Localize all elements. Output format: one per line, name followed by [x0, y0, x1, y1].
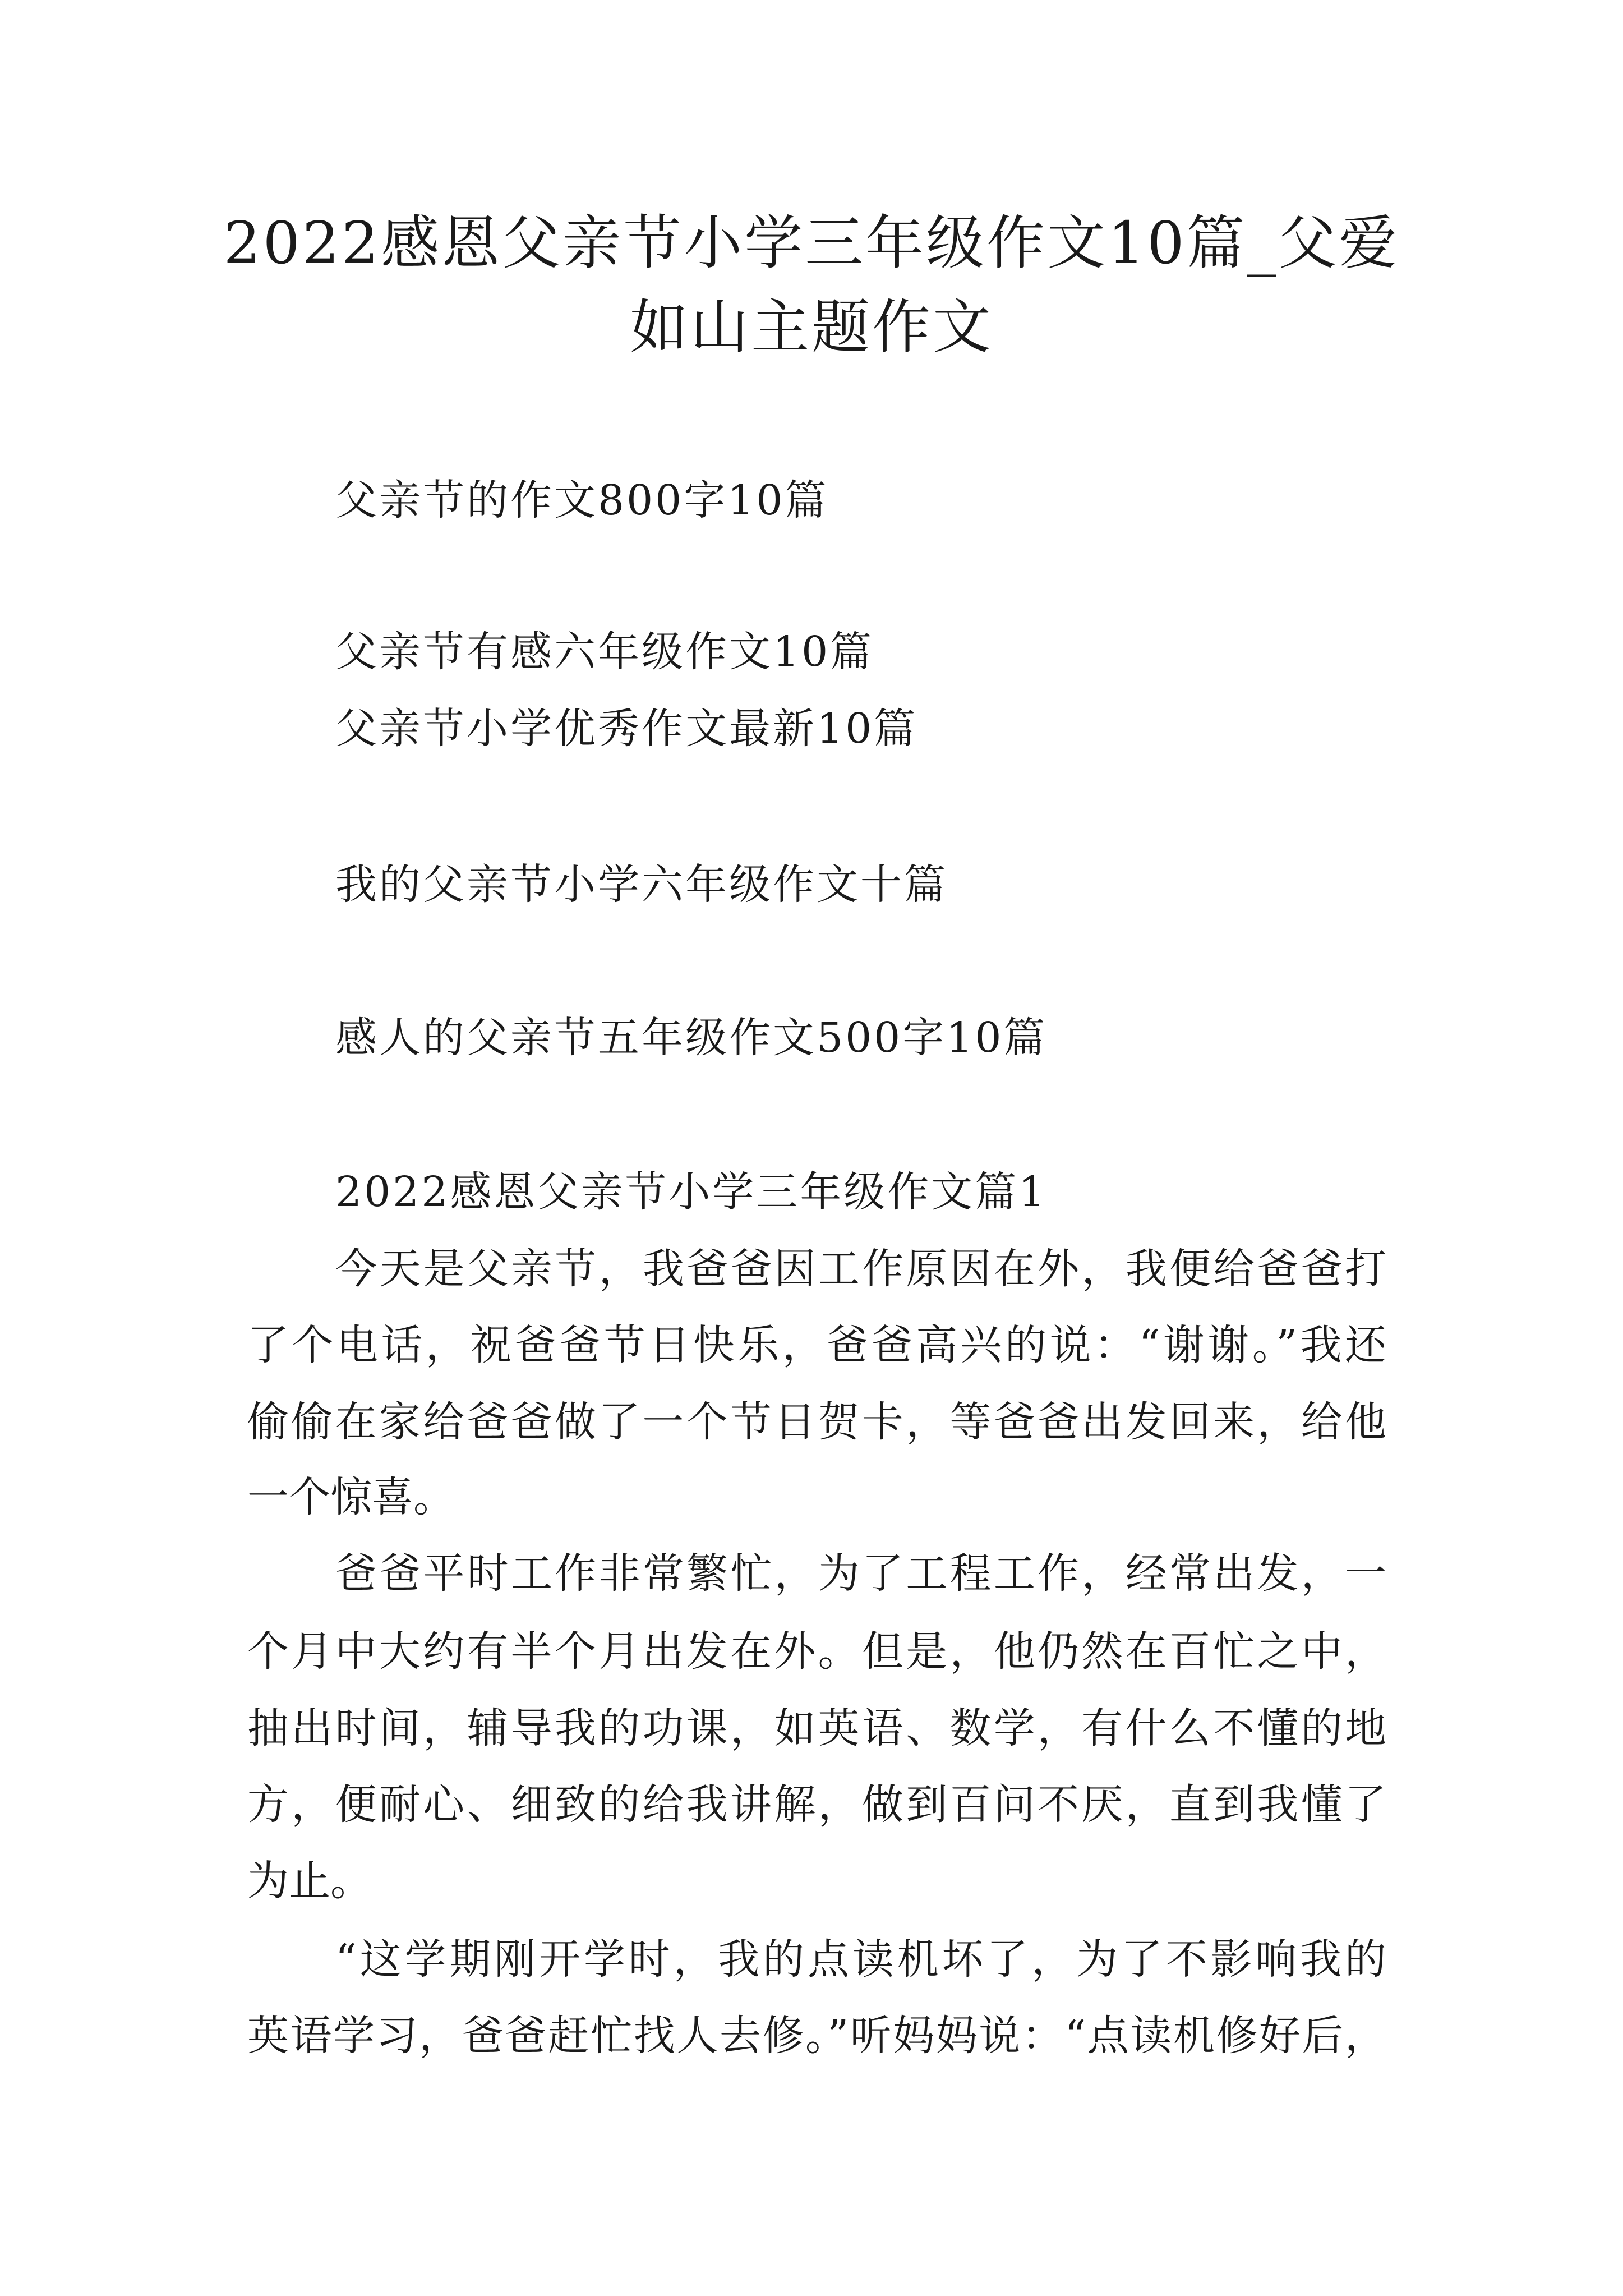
document-title-line-1: 2022感恩父亲节小学三年级作文10篇_父爱 [223, 209, 1400, 277]
toc-item: 感人的父亲节五年级作文500字10篇 [335, 1014, 1048, 1062]
paragraph-line: “这学期刚开学时，我的点读机坏了，为了不影响我的 [335, 1935, 1386, 1984]
toc-item: 我的父亲节小学六年级作文十篇 [335, 861, 948, 909]
document-title-line-2: 如山主题作文 [629, 293, 993, 361]
toc-item: 父亲节小学优秀作文最新10篇 [335, 705, 918, 753]
section-heading: 2022感恩父亲节小学三年级作文篇1 [335, 1168, 1048, 1216]
paragraph-line: 偷偷在家给爸爸做了一个节日贺卡，等爸爸出发回来，给他 [247, 1398, 1386, 1446]
paragraph-line: 个月中大约有半个月出发在外。但是，他仍然在百忙之中， [247, 1627, 1386, 1676]
paragraph-line: 为止。 [247, 1857, 372, 1905]
paragraph-line: 今天是父亲节，我爸爸因工作原因在外，我便给爸爸打 [335, 1245, 1386, 1293]
paragraph-line: 了个电话，祝爸爸节日快乐，爸爸高兴的说：“谢谢。”我还 [247, 1321, 1386, 1369]
paragraph-line: 方，便耐心、细致的给我讲解，做到百问不厌，直到我懂了 [247, 1780, 1386, 1829]
toc-item: 父亲节的作文800字10篇 [335, 476, 829, 524]
paragraph-line: 爸爸平时工作非常繁忙，为了工程工作，经常出发，一 [335, 1549, 1386, 1598]
paragraph-line: 抽出时间，辅导我的功课，如英语、数学，有什么不懂的地 [247, 1704, 1386, 1752]
paragraph-line: 一个惊喜。 [247, 1473, 455, 1521]
toc-item: 父亲节有感六年级作文10篇 [335, 628, 874, 676]
paragraph-line: 英语学习，爸爸赶忙找人去修。”听妈妈说：“点读机修好后， [247, 2012, 1386, 2060]
